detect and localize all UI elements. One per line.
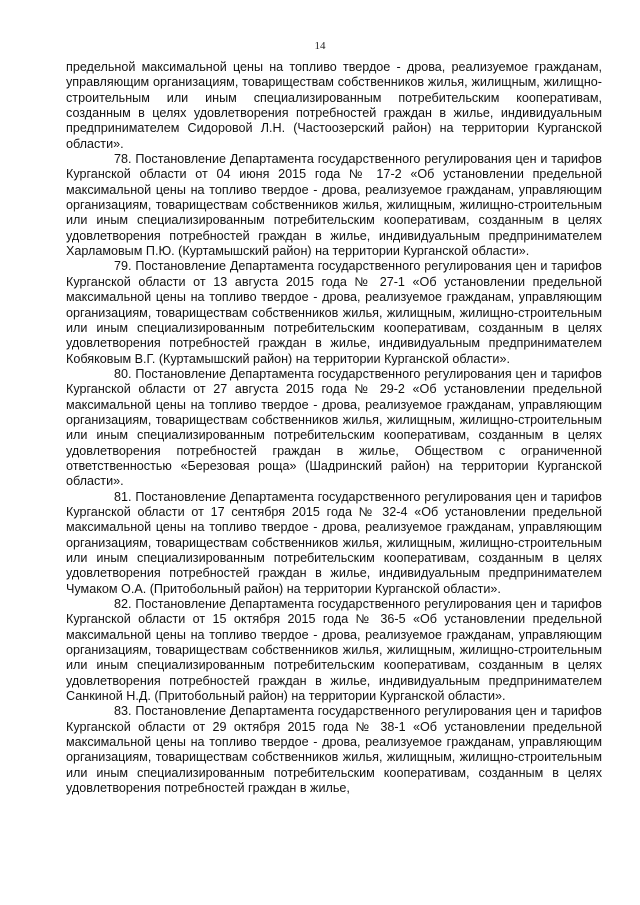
document-body xyxy=(66,60,602,797)
paragraph-item-79: 79. Постановление Департамента государственного регулирования цен и тарифов Курганской области от 13 августа 2015 года № 27-1 «Об установлении предельной максимальной цены на топливо твердое - дрова, реализуемое гражданам, управляющим организациям, товариществам собственников жилья, жилищным, жилищно-строительным или иным специализированным потребительским кооперативам, созданным в целях удовлетворения потребностей граждан в жилье, индивидуальным предпринимателем Кобяковым В.Г. (Куртамышский район) на территории Курганской области». xyxy=(66,259,602,366)
paragraph-item-82: 82. Постановление Департамента государственного регулирования цен и тарифов Курганской области от 15 октября 2015 года № 36-5 «Об установлении предельной максимальной цены на топливо твердое - дрова, реализуемое гражданам, управляющим организациям, товариществам собственников жилья, жилищным, жилищно-строительным или иным специализированным потребительским кооперативам, созданным в целях удовлетворения потребностей граждан в жилье, индивидуальным предпринимателем Санкиной Н.Д. (Притобольный район) на территории Курганской области». xyxy=(66,597,602,704)
paragraph-item-83: 83. Постановление Департамента государственного регулирования цен и тарифов Курганской области от 29 октября 2015 года № 38-1 «Об установлении предельной максимальной цены на топливо твердое - дрова, реализуемое гражданам, управляющим организациям, товариществам собственников жилья, жилищным, жилищно-строительным или иным специализированным потребительским кооперативам, созданным в целях удовлетворения потребностей граждан в жилье, xyxy=(66,704,602,796)
page-number: 14 xyxy=(314,40,326,52)
paragraph-continuation: предельной максимальной цены на топливо твердое - дрова, реализуемое гражданам, управляющим организациям, товариществам собственников жилья, жилищным, жилищно-строительным или иным специализированным потребительским кооперативам, созданным в целях удовлетворения потребностей граждан в жилье, индивидуальным предпринимателем Сидоровой Л.Н. (Частоозерский район) на территории Курганской области». xyxy=(66,60,602,151)
paragraph-item-81: 81. Постановление Департамента государственного регулирования цен и тарифов Курганской области от 17 сентября 2015 года № 32-4 «Об установлении предельной максимальной цены на топливо твердое - дрова, реализуемое гражданам, управляющим организациям, товариществам собственников жилья, жилищным, жилищно-строительным или иным специализированным потребительским кооперативам, созданным в целях удовлетворения потребностей граждан в жилье, индивидуальным предпринимателем Чумаком О.А. (Притобольный район) на территории Курганской области». xyxy=(66,489,602,596)
paragraph-item-80: 80. Постановление Департамента государственного регулирования цен и тарифов Курганской области от 27 августа 2015 года № 29-2 «Об установлении предельной максимальной цены на топливо твердое - дрова, реализуемое гражданам, управляющим организациям, товариществам собственников жилья, жилищным, жилищно-строительным или иным специализированным потребительским кооперативам, созданным в целях удовлетворения потребностей граждан в жилье, Обществом с ограниченной ответственностью «Березовая роща» (Шадринский район) на территории Курганской области». xyxy=(66,366,602,489)
paragraph-item-78: 78. Постановление Департамента государственного регулирования цен и тарифов Курганской области от 04 июня 2015 года № 17-2 «Об установлении предельной максимальной цены на топливо твердое - дрова, реализуемое гражданам, управляющим организациям, товариществам собственников жилья, жилищным, жилищно-строительным или иным специализированным потребительским кооперативам, созданным в целях удовлетворения потребностей граждан в жилье, индивидуальным предпринимателем Харламовым П.Ю. (Куртамышский район) на территории Курганской области». xyxy=(66,152,602,259)
